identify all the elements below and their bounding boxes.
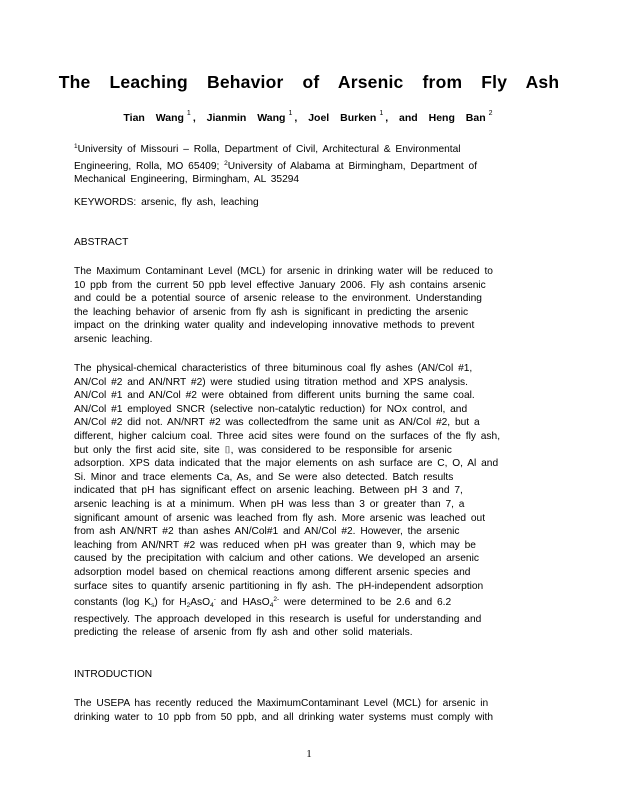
paper-title: The Leaching Behavior of Arsenic from Fly Ash	[58, 72, 560, 92]
affiliation-text: Engineering, Rolla, MO 65409;	[74, 160, 225, 172]
affiliation-mark: 1	[288, 110, 293, 117]
introduction-paragraph	[74, 697, 544, 724]
text-line: AN/Col #2 and AN/NRT #2) were studied using titration method and XPS analysis.	[74, 376, 468, 388]
keywords: KEYWORDS: arsenic, fly ash, leaching	[74, 197, 259, 208]
abstract-heading: ABSTRACT	[74, 237, 129, 248]
subscript: s	[151, 602, 155, 610]
affiliation-mark: 1	[379, 110, 384, 117]
text-run: and HAsO	[215, 597, 270, 609]
text-line: leaching from AN/NRT #2 was reduced when pH was greater than 9, which may be	[74, 539, 476, 551]
text-line: caused by the precipitation with calcium and other cations. We developed an arsenic	[74, 553, 479, 565]
text-line: AN/Col #1 employed SNCR (selective non-catalytic reduction) for NOx control, and	[74, 403, 468, 415]
text-line: The physical-chemical characteristics of three bituminous coal fly ashes (AN/Col #1,	[74, 363, 473, 374]
affiliation-mark: 2	[224, 159, 228, 167]
text-line: arsenic leaching.	[74, 333, 153, 345]
text-line: AN/Col #1 and AN/Col #2 were obtained from different units burning the same coal.	[74, 390, 475, 402]
text-line: the leaching behavior of arsenic from fly ash is significant in predicting the arsenic	[74, 306, 469, 318]
text-line: arsenic leaching is at a minimum. When pH was less than 3 or greater than 7, a	[74, 498, 465, 510]
text-line: significant amount of arsenic was leached from fly ash. More arsenic was leached out	[74, 512, 486, 524]
text-run: AsO	[190, 597, 211, 609]
abstract-paragraph-1	[74, 265, 544, 347]
affiliation-text: University of Missouri – Rolla, Department of Civil, Architectural & Environmental	[77, 144, 461, 155]
superscript: -	[213, 596, 216, 604]
text-run: constants (log K	[74, 597, 152, 609]
author-name: , Joel Burken	[294, 112, 377, 124]
text-line: drinking water to 10 ppb from 50 ppb, and all drinking water systems must comply with	[74, 711, 494, 723]
text-line: Si. Minor and trace elements Ca, As, and Se were also detected. Batch results	[74, 471, 454, 483]
affiliation-text: University of Alabama at Birmingham, Department of	[227, 160, 478, 172]
author-name: Tian Wang	[123, 112, 184, 124]
text-line: surface sites to quantify arsenic partitioning in fly ash. The pH-independent adsorption	[74, 580, 484, 592]
affiliation-mark: 1	[74, 143, 78, 150]
affiliation-text: Mechanical Engineering, Birmingham, AL 35294	[74, 174, 300, 186]
text-run: ) for H	[154, 597, 187, 609]
affiliations	[74, 140, 544, 187]
text-line: respectively. The approach developed in this research is useful for understanding and	[74, 613, 482, 625]
text-line: predicting the release of arsenic from fly ash and other solid materials.	[74, 627, 413, 639]
text-line: 10 ppb from the current 50 ppb level effective January 2006. Fly ash contains arsenic	[74, 279, 486, 291]
text-line: The USEPA has recently reduced the MaximumContaminant Level (MCL) for arsenic in	[74, 698, 489, 709]
superscript: 2-	[273, 596, 280, 604]
author-name: , and Heng Ban	[385, 112, 486, 124]
text-line: but only the first acid site, site ⌷, was considered to be responsible for arsenic	[74, 444, 452, 456]
text-line: AN/Col #2 did not. AN/NRT #2 was collectedfrom the same unit as AN/Col #2, but a	[74, 417, 480, 429]
text-line: impact on the drinking water quality and indeveloping innovative methods to prevent	[74, 320, 475, 332]
text-line: from ash AN/NRT #2 than ashes AN/Col#1 and AN/Col #2. However, the arsenic	[74, 526, 460, 538]
author-name: , Jianmin Wang	[192, 112, 286, 124]
introduction-heading: INTRODUCTION	[74, 669, 153, 680]
abstract-paragraph-2	[74, 362, 544, 640]
affiliation-mark: 2	[488, 110, 493, 117]
text-line: adsorption. XPS data indicated that the major elements on ash surface are C, O, Al and	[74, 458, 499, 470]
affiliation-mark: 1	[186, 110, 191, 117]
text-run: were determined to be 2.6 and 6.2	[279, 597, 452, 609]
page-number: 1	[306, 748, 312, 760]
text-line: different, higher calcium coal. Three acid sites were found on the surfaces of the fly ash,	[74, 430, 501, 442]
subscript: 4	[269, 602, 274, 610]
author-line	[0, 110, 618, 124]
text-line: The Maximum Contaminant Level (MCL) for arsenic in drinking water will be reduced to	[74, 266, 493, 277]
subscript: 2	[186, 602, 191, 610]
text-line: indicated that pH has significant effect on arsenic leaching. Between pH 3 and 7,	[74, 485, 463, 497]
text-line: adsorption model based on chemical reactions among different arsenic species and	[74, 566, 471, 578]
subscript: 4	[210, 602, 214, 610]
equation-line	[74, 593, 544, 613]
text-line: and could be a potential source of arsenic release to the environment. Understanding	[74, 293, 482, 305]
